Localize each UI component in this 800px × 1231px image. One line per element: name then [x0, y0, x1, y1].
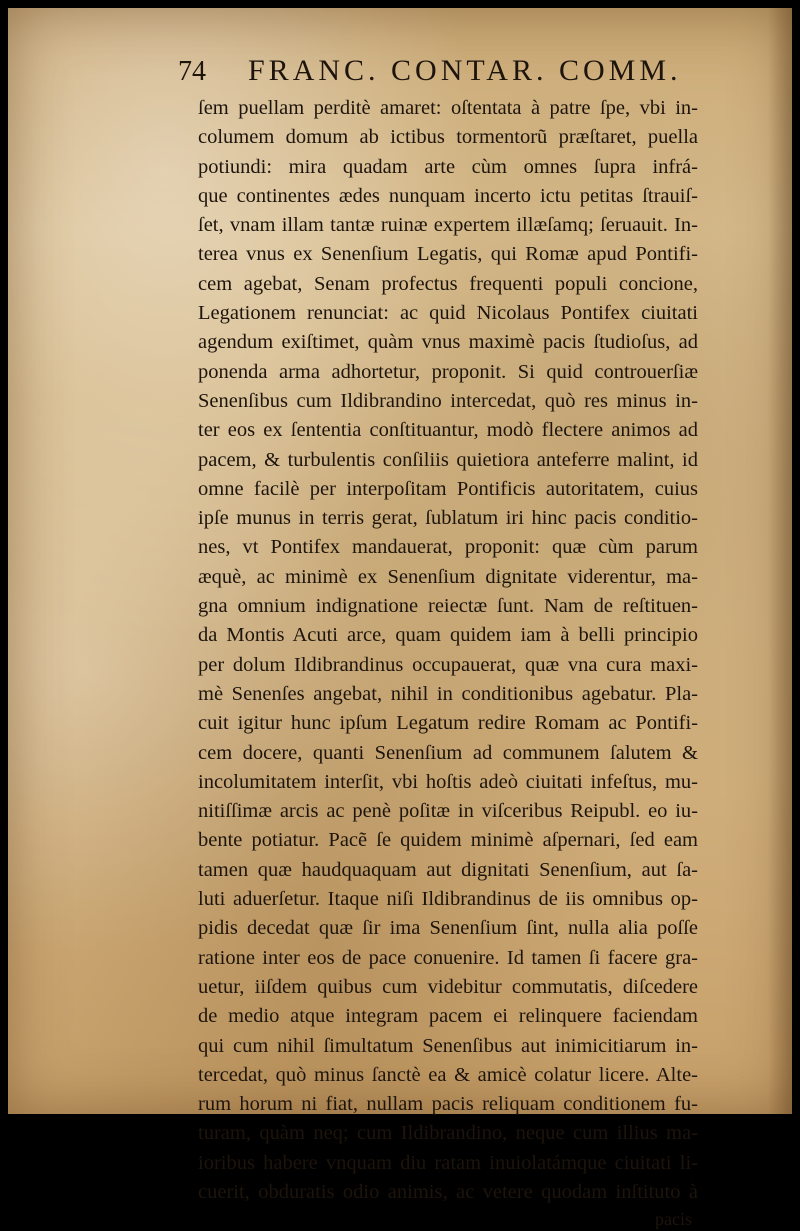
page-number: 74 [178, 56, 206, 87]
text-line: de medio atque integram pacem ei relinquere faciendam [198, 1005, 698, 1028]
text-line: columem domum ab ictibus tormentorũ præſtaret, puella [198, 126, 698, 149]
text-line: ioribus habere vnquam diu ratam inuiolatámque ciuitati li- [198, 1151, 698, 1174]
text-line: uetur, iiſdem quibus cum videbitur commutatis, diſcedere [198, 975, 698, 998]
text-line: gna omnium indignatione reiectæ ſunt. Nam de reſtituen- [198, 595, 698, 618]
text-line: bente potiatur. Pacẽ ſe quidem minimè aſpernari, ſed eam [198, 829, 698, 852]
text-line: ſet, vnam illam tantæ ruinæ expertem illæſamq; ſeruauit. In- [198, 214, 698, 237]
running-head [178, 54, 698, 94]
gutter-shadow [768, 8, 792, 1114]
text-line: cem agebat, Senam profectus frequenti populi concione, [198, 272, 698, 295]
text-line: pidis decedat quæ ſir ima Senenſium ſint, nulla alia poſſe [198, 917, 698, 940]
text-line: tercedat, quò minus ſanctè ea & amicè colatur licere. Alte- [198, 1063, 698, 1086]
text-line: omne facilè per interpoſitam Pontificis autoritatem, cuius [198, 477, 698, 500]
text-line: qui cum nihil ſimultatum Senenſibus aut inimicitiarum in- [198, 1034, 698, 1057]
text-line: ſem puellam perditè amaret: oſtentata à patre ſpe, vbi in- [198, 97, 698, 119]
text-line: nes, vt Pontifex mandauerat, proponit: quæ cùm parum [198, 536, 698, 559]
text-line: ter eos ex ſententia conſtituantur, modò flectere animos ad [198, 419, 698, 442]
text-line: cem docere, quanti Senenſium ad communem ſalutem & [198, 741, 698, 764]
text-line: terea vnus ex Senenſium Legatis, qui Romæ apud Pontifi- [198, 243, 698, 266]
text-line: turam, quàm neq; cum Ildibrandino, neque cum illius ma- [198, 1122, 698, 1145]
running-title: FRANC. CONTAR. COMM. [248, 54, 682, 87]
catchword: pacis [655, 1209, 692, 1230]
text-line: ratione inter eos de pace conuenire. Id tamen ſi facere gra- [198, 946, 698, 969]
text-line: æquè, ac minimè ex Senenſium dignitate viderentur, ma- [198, 565, 698, 588]
text-line: agendum exiſtimet, quàm vnus maximè pacis ſtudioſus, ad [198, 331, 698, 354]
text-line: rum horum ni fiat, nullam pacis reliquam conditionem fu- [198, 1093, 698, 1116]
text-line: ipſe munus in terris gerat, ſublatum iri hinc pacis conditio- [198, 507, 698, 530]
text-line: Senenſibus cum Ildibrandino intercedat, quò res minus in- [198, 389, 698, 412]
text-line: mè Senenſes angebat, nihil in conditionibus agebatur. Pla- [198, 682, 698, 705]
text-line: Legationem renunciat: ac quid Nicolaus Pontifex ciuitati [198, 302, 698, 325]
book-page [8, 8, 792, 1230]
text-block [198, 94, 698, 1231]
text-line: nitiſſimæ arcis ac penè poſitæ in viſceribus Reipubl. eo iu- [198, 800, 698, 823]
text-line: per dolum Ildibrandinus occupauerat, quæ vna cura maxi- [198, 653, 698, 676]
text-line: da Montis Acuti arce, quam quidem iam à belli principio [198, 624, 698, 647]
text-line: ponenda arma adhortetur, proponit. Si quid controuerſiæ [198, 360, 698, 383]
text-line: luti aduerſetur. Itaque niſi Ildibrandinus de iis omnibus op- [198, 888, 698, 911]
text-line: incolumitatem interſit, vbi hoſtis adeò ciuitati infeſtus, mu- [198, 770, 698, 793]
text-line: que continentes ædes nunquam incerto ictu petitas ſtrauiſ- [198, 184, 698, 207]
text-line: tamen quæ haudquaquam aut dignitati Senenſium, aut ſa- [198, 858, 698, 881]
text-line: cuit igitur hunc ipſum Legatum redire Romam ac Pontifi- [198, 712, 698, 735]
text-line: cuerit, obduratis odio animis, ac vetere quodam inſtituto à [198, 1180, 698, 1203]
text-line: potiundi: mira quadam arte cùm omnes ſupra infrá- [198, 155, 698, 178]
text-line: pacem, & turbulentis conſiliis quietiora anteferre malint, id [198, 448, 698, 471]
